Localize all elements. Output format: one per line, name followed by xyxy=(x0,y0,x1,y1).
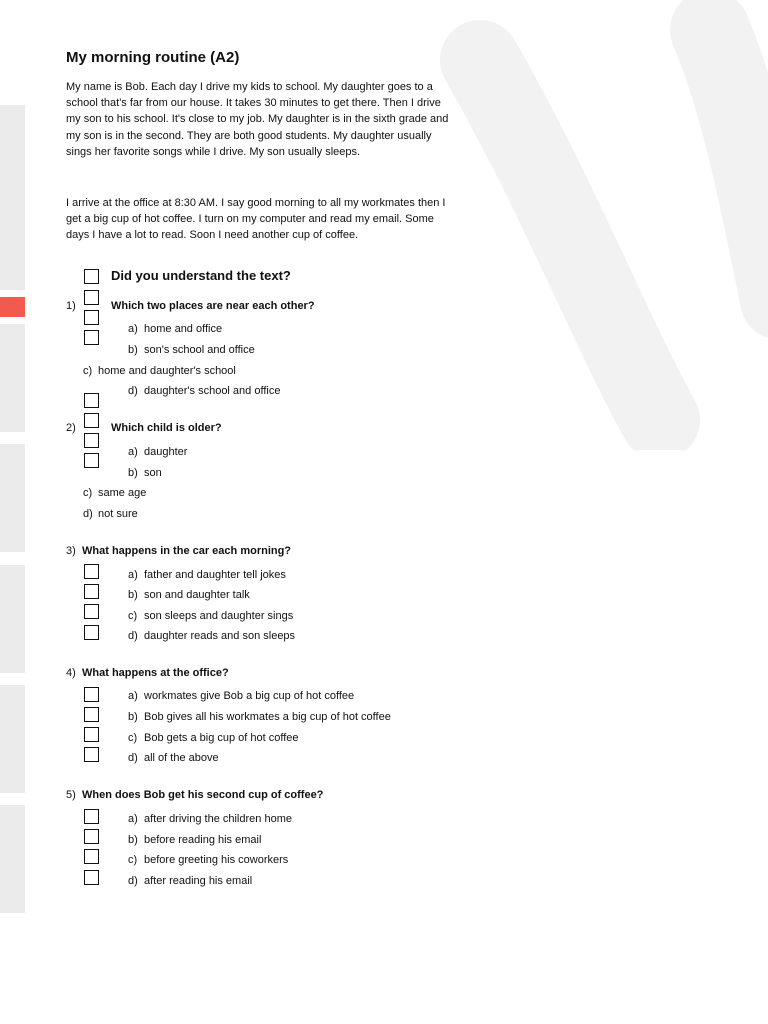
question-text: Which two places are near each other? xyxy=(111,300,315,312)
option-text: after reading his email xyxy=(144,875,253,887)
option-text: home and daughter's school xyxy=(98,365,236,377)
option-letter: c) xyxy=(128,854,138,866)
option-letter: b) xyxy=(128,467,138,479)
paragraph-2: I arrive at the office at 8:30 AM. I say good morning to all my workmates then I get a big cup of hot coffee. I turn on my computer and read my email. Some days I have a lot to read. Soon I need another cup of coffee. xyxy=(66,197,446,242)
option-text: before reading his email xyxy=(144,834,262,846)
option-letter: c) xyxy=(128,610,138,622)
side-tab-1[interactable] xyxy=(0,105,25,290)
option-letter: d) xyxy=(128,875,138,887)
checkbox[interactable] xyxy=(84,564,99,579)
option-text: daughter's school and office xyxy=(144,385,281,397)
option-letter: a) xyxy=(128,446,138,458)
checkbox[interactable] xyxy=(84,625,99,640)
quiz-heading: Did you understand the text? xyxy=(111,268,291,283)
question-number: 4) xyxy=(66,667,76,679)
side-tab-2[interactable] xyxy=(0,324,25,432)
question-number: 1) xyxy=(66,300,76,312)
checkbox[interactable] xyxy=(84,310,99,325)
checkbox[interactable] xyxy=(84,870,99,885)
question-text: What happens in the car each morning? xyxy=(82,545,292,557)
option-letter: d) xyxy=(128,752,138,764)
checkbox[interactable] xyxy=(84,433,99,448)
option-letter: a) xyxy=(128,323,138,335)
option-text: same age xyxy=(98,487,147,499)
side-tab-5[interactable] xyxy=(0,685,25,793)
checkbox[interactable] xyxy=(84,330,99,345)
option-letter: c) xyxy=(83,487,93,499)
side-tab-4[interactable] xyxy=(0,565,25,673)
checkbox[interactable] xyxy=(84,747,99,762)
side-tab-3[interactable] xyxy=(0,444,25,552)
option-letter: d) xyxy=(83,508,93,520)
option-letter: c) xyxy=(83,365,93,377)
option-text: son and daughter talk xyxy=(144,589,250,601)
option-letter: d) xyxy=(128,385,138,397)
option-text: all of the above xyxy=(144,752,219,764)
option-letter: a) xyxy=(128,569,138,581)
checkbox[interactable] xyxy=(84,393,99,408)
option-letter: b) xyxy=(128,344,138,356)
checkbox[interactable] xyxy=(84,290,99,305)
option-text: Bob gives all his workmates a big cup of hot coffee xyxy=(144,711,391,723)
checkbox[interactable] xyxy=(84,687,99,702)
question-number: 3) xyxy=(66,545,76,557)
checkbox[interactable] xyxy=(84,453,99,468)
option-text: home and office xyxy=(144,323,223,335)
checkbox[interactable] xyxy=(84,413,99,428)
watermark-logo xyxy=(440,0,768,450)
option-text: father and daughter tell jokes xyxy=(144,569,286,581)
checkbox[interactable] xyxy=(84,707,99,722)
option-letter: c) xyxy=(128,732,138,744)
paragraph-1: My name is Bob. Each day I drive my kids to school. My daughter goes to a school that's far from our house. It takes 30 minutes to get there. Then I drive my son to his school. It's close to my job. My daughter is in the sixth grade and my son is in the second. They are both good students. My daughter usually sings her favorite songs while I drive. My son usually sleeps. xyxy=(66,81,449,158)
option-letter: b) xyxy=(128,834,138,846)
question-text: When does Bob get his second cup of coffee? xyxy=(82,789,324,801)
checkbox[interactable] xyxy=(84,849,99,864)
checkbox[interactable] xyxy=(84,809,99,824)
option-text: after driving the children home xyxy=(144,813,292,825)
question-number: 2) xyxy=(66,422,76,434)
option-text: workmates give Bob a big cup of hot coffee xyxy=(144,690,355,702)
question-number: 5) xyxy=(66,789,76,801)
option-letter: d) xyxy=(128,630,138,642)
option-text: not sure xyxy=(98,508,138,520)
option-letter: a) xyxy=(128,690,138,702)
page-title: My morning routine (A2) xyxy=(66,49,240,66)
option-text: daughter reads and son sleeps xyxy=(144,630,296,642)
option-letter: a) xyxy=(128,813,138,825)
side-tab-active[interactable] xyxy=(0,297,25,317)
option-letter: b) xyxy=(128,711,138,723)
checkbox[interactable] xyxy=(84,829,99,844)
checkbox[interactable] xyxy=(84,269,99,284)
checkbox[interactable] xyxy=(84,604,99,619)
option-text: son xyxy=(144,467,162,479)
checkbox[interactable] xyxy=(84,727,99,742)
checkbox[interactable] xyxy=(84,584,99,599)
option-text: daughter xyxy=(144,446,188,458)
question-text: Which child is older? xyxy=(111,422,222,434)
option-text: before greeting his coworkers xyxy=(144,854,289,866)
option-text: son's school and office xyxy=(144,344,255,356)
question-text: What happens at the office? xyxy=(82,667,229,679)
option-text: son sleeps and daughter sings xyxy=(144,610,294,622)
option-text: Bob gets a big cup of hot coffee xyxy=(144,732,299,744)
option-letter: b) xyxy=(128,589,138,601)
side-tab-6[interactable] xyxy=(0,805,25,913)
